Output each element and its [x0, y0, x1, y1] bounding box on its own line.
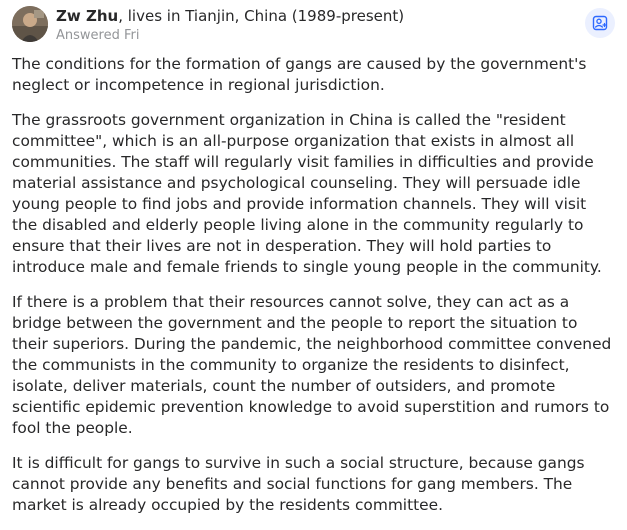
avatar-image: [12, 6, 48, 42]
author-separator: ,: [118, 7, 123, 25]
answer-paragraph: The conditions for the formation of gangs are caused by the government's neglect or incompetence in regional jurisdiction.: [12, 55, 587, 94]
answer-paragraph: The grassroots government organization in China is called the "resident committee", which is an all-purpose organization that exists in almost all communities. The staff will regularly visit families in difficulties and provide material assistance and psychological counseling. They will persuade idle young people to find jobs and provide information channels. They will visit the disabled and elderly people living alone in the community regularly to ensure that their lives are not in desperation. They will hold parties to introduce male and female friends to single young people in the community.: [12, 111, 602, 276]
author-credential[interactable]: lives in Tianjin, China (1989-present): [127, 7, 405, 25]
answered-date[interactable]: Answered Fri: [56, 28, 140, 43]
follow-button[interactable]: [585, 8, 615, 38]
answer-paragraph: It is difficult for gangs to survive in such a social structure, because gangs cannot provide any benefits and social functions for gang members. The market is already occupied by the residents committee.: [12, 454, 585, 514]
answer-paragraph: If there is a problem that their resources cannot solve, they can act as a bridge between the government and the people to report the situation to their superiors. During the pandemic, the neighborhood committee convened the communists in the community to organize the residents to disinfect, isolate, deliver materials, count the number of outsiders, and promote scientific epidemic prevention knowledge to avoid superstition and rumors to fool the people.: [12, 293, 612, 437]
follow-user-icon: [592, 15, 608, 31]
author-line: [56, 6, 404, 26]
author-name[interactable]: Zw Zhu: [56, 7, 119, 25]
answer-header: [12, 6, 615, 46]
answer-content: [12, 54, 615, 530]
avatar[interactable]: [12, 6, 48, 42]
